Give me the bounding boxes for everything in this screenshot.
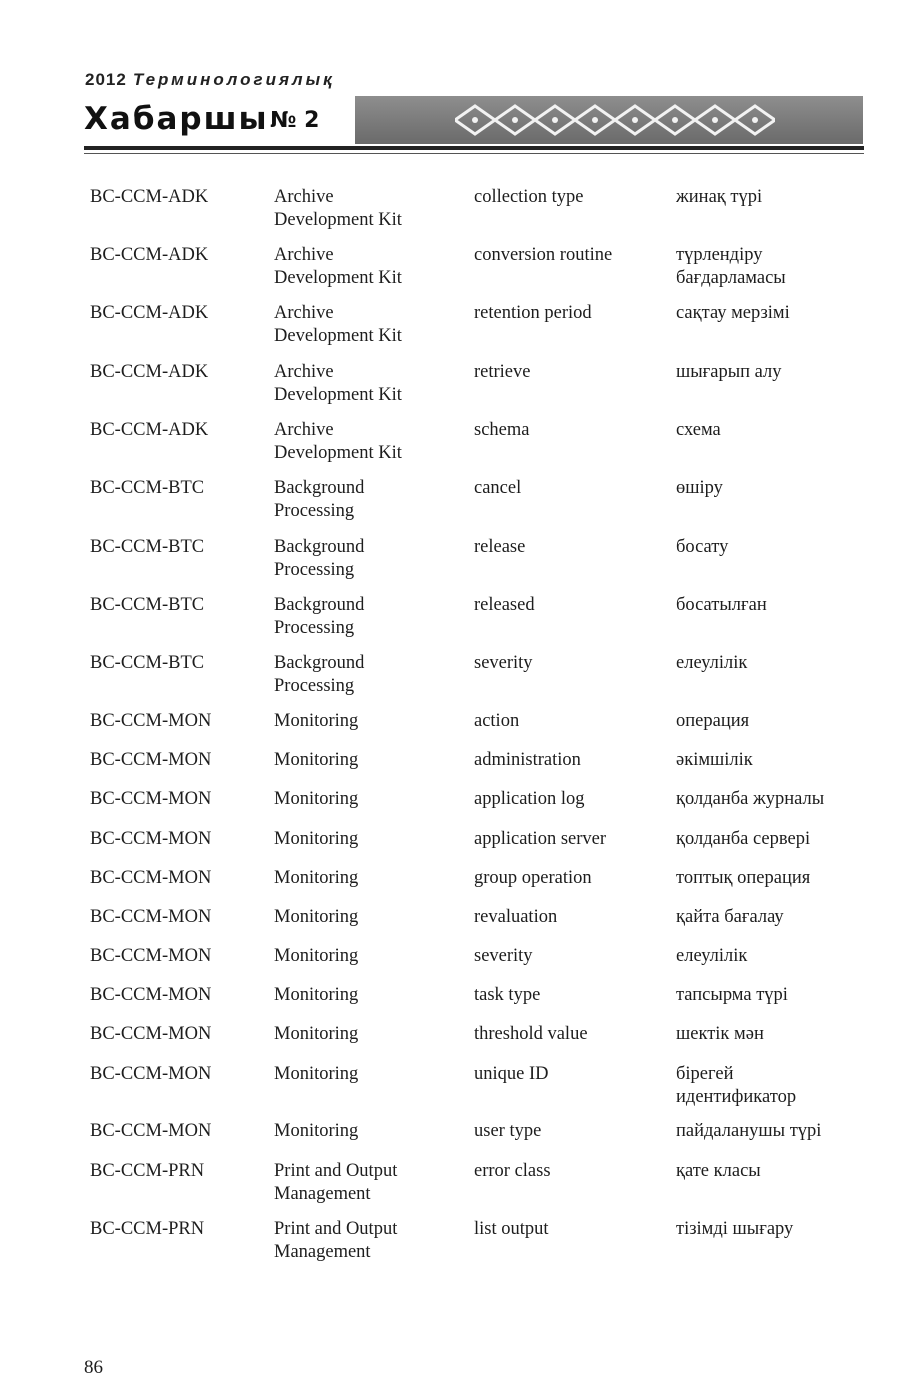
term-english: release	[474, 537, 526, 557]
term-kazakh: босатылған	[676, 595, 767, 615]
component-name: Print and Output Management	[274, 1219, 398, 1262]
term-kazakh: қате класы	[676, 1161, 761, 1181]
sap-component-code: BC-CCM-MON	[90, 1064, 212, 1084]
component-name: Background Processing	[274, 478, 365, 521]
term-kazakh: өшіру	[676, 478, 723, 498]
component-name: Archive Development Kit	[274, 362, 402, 405]
term-english: conversion routine	[474, 245, 613, 265]
sap-component-code: BC-CCM-PRN	[90, 1219, 205, 1239]
component-name: Monitoring	[274, 946, 359, 966]
term-kazakh: елеулілік	[676, 946, 748, 966]
term-kazakh: бірегей идентификатор	[676, 1064, 797, 1107]
sap-component-code: BC-CCM-BTC	[90, 478, 205, 498]
sap-component-code: BC-CCM-ADK	[90, 245, 209, 265]
component-name: Background Processing	[274, 595, 365, 638]
component-name: Monitoring	[274, 711, 359, 731]
term-kazakh: тапсырма түрі	[676, 985, 788, 1005]
sap-component-code: BC-CCM-BTC	[90, 595, 205, 615]
component-name: Archive Development Kit	[274, 187, 402, 230]
term-english: severity	[474, 946, 533, 966]
term-english: released	[474, 595, 535, 615]
sap-component-code: BC-CCM-BTC	[90, 653, 205, 673]
term-english: threshold value	[474, 1024, 588, 1044]
component-name: Monitoring	[274, 829, 359, 849]
journal-issue: № 2	[270, 108, 320, 133]
term-kazakh: қолданба журналы	[676, 789, 825, 809]
ornament-pattern-icon	[455, 102, 775, 138]
sap-component-code: BC-CCM-MON	[90, 907, 212, 927]
sap-component-code: BC-CCM-ADK	[90, 303, 209, 323]
term-kazakh: операция	[676, 711, 750, 731]
component-name: Archive Development Kit	[274, 303, 402, 346]
term-kazakh: босату	[676, 537, 729, 557]
header-rule-thin	[84, 153, 864, 154]
component-name: Monitoring	[274, 985, 359, 1005]
component-name: Background Processing	[274, 653, 365, 696]
term-english: group operation	[474, 868, 592, 888]
component-name: Archive Development Kit	[274, 245, 402, 288]
component-name: Monitoring	[274, 789, 359, 809]
term-english: severity	[474, 653, 533, 673]
sap-component-code: BC-CCM-MON	[90, 711, 212, 731]
component-name: Monitoring	[274, 1121, 359, 1141]
sap-component-code: BC-CCM-MON	[90, 750, 212, 770]
sap-component-code: BC-CCM-MON	[90, 1024, 212, 1044]
sap-component-code: BC-CCM-ADK	[90, 420, 209, 440]
term-kazakh: шығарып алу	[676, 362, 782, 382]
sap-component-code: BC-CCM-MON	[90, 985, 212, 1005]
sap-component-code: BC-CCM-MON	[90, 1121, 212, 1141]
term-kazakh: топтық операция	[676, 868, 811, 888]
term-kazakh: түрлендіру бағдарламасы	[676, 245, 786, 288]
term-english: application log	[474, 789, 585, 809]
sap-component-code: BC-CCM-ADK	[90, 362, 209, 382]
component-name: Archive Development Kit	[274, 420, 402, 463]
sap-component-code: BC-CCM-PRN	[90, 1161, 205, 1181]
term-english: list output	[474, 1219, 549, 1239]
term-english: action	[474, 711, 520, 731]
component-name: Monitoring	[274, 750, 359, 770]
term-english: error class	[474, 1161, 551, 1181]
component-name: Print and Output Management	[274, 1161, 398, 1204]
journal-title: Хабаршы	[84, 101, 269, 137]
term-english: cancel	[474, 478, 522, 498]
sap-component-code: BC-CCM-MON	[90, 868, 212, 888]
component-name: Monitoring	[274, 1024, 359, 1044]
term-kazakh: қайта бағалау	[676, 907, 784, 927]
term-english: user type	[474, 1121, 542, 1141]
term-english: task type	[474, 985, 541, 1005]
page-number: 86	[84, 1357, 103, 1378]
term-kazakh: қолданба сервері	[676, 829, 811, 849]
component-name: Monitoring	[274, 1064, 359, 1084]
component-name: Monitoring	[274, 907, 359, 927]
page-header	[0, 0, 918, 170]
header-rule	[84, 146, 864, 150]
sap-component-code: BC-CCM-MON	[90, 789, 212, 809]
term-kazakh: пайдаланушы түрі	[676, 1121, 822, 1141]
journal-subtitle: Терминологиялық	[132, 70, 335, 89]
ornament-band	[355, 96, 863, 144]
sap-component-code: BC-CCM-ADK	[90, 187, 209, 207]
term-english: schema	[474, 420, 530, 440]
component-name: Monitoring	[274, 868, 359, 888]
term-kazakh: тізімді шығару	[676, 1219, 794, 1239]
sap-component-code: BC-CCM-MON	[90, 946, 212, 966]
term-english: collection type	[474, 187, 584, 207]
sap-component-code: BC-CCM-MON	[90, 829, 212, 849]
term-kazakh: шектік мән	[676, 1024, 764, 1044]
journal-year: 2012	[85, 70, 127, 89]
term-english: application server	[474, 829, 607, 849]
term-kazakh: жинақ түрі	[676, 187, 763, 207]
component-name: Background Processing	[274, 537, 365, 580]
term-kazakh: елеулілік	[676, 653, 748, 673]
term-english: revaluation	[474, 907, 558, 927]
term-kazakh: сақтау мерзімі	[676, 303, 790, 323]
term-english: administration	[474, 750, 581, 770]
term-english: unique ID	[474, 1064, 549, 1084]
term-english: retention period	[474, 303, 592, 323]
term-english: retrieve	[474, 362, 531, 382]
term-kazakh: схема	[676, 420, 721, 440]
term-kazakh: әкімшілік	[676, 750, 753, 770]
journal-year-line	[85, 70, 335, 90]
sap-component-code: BC-CCM-BTC	[90, 537, 205, 557]
